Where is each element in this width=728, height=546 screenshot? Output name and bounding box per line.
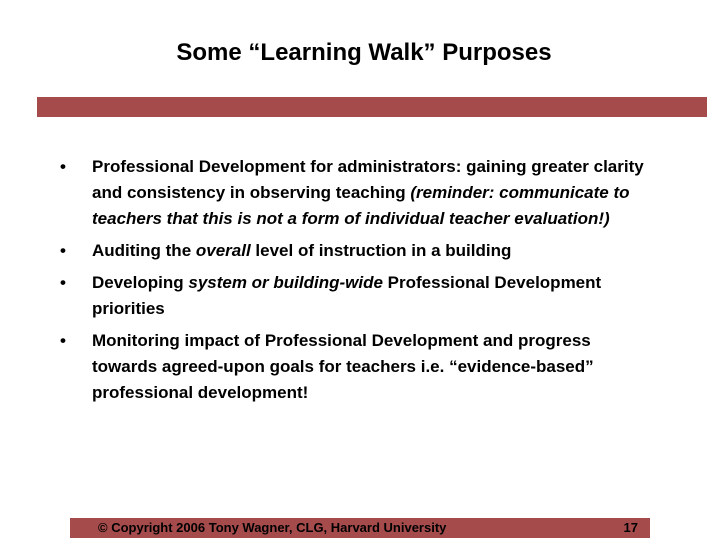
bullet-text: Professional Development priorities [92,273,602,318]
bullet-text: level of instruction in a building [250,241,512,260]
bullet-mark: • [60,241,66,260]
bullet-italic-text: system or building-wide [188,273,383,292]
bullet-italic-text: overall [195,241,251,260]
bullet-text: Monitoring impact of Professional Development and progress towards agreed-upon goals for teachers i.e. “evidence-based” professional development! [92,331,594,402]
bullet-mark: • [60,157,66,176]
page-number: 17 [623,520,638,535]
bullet-text: Developing [92,273,189,292]
bullet-mark: • [60,273,66,292]
copyright-text: © Copyright 2006 Tony Wagner, CLG, Harvard University [98,520,447,535]
bullet-text: Auditing the [92,241,196,260]
title-divider-bar [37,97,707,117]
bullet-list [60,154,660,412]
bullet-item-1 [60,154,660,232]
bullet-italic-text: (reminder: communicate to teachers that this is not a form of individual teacher evaluation!) [92,183,630,228]
bullet-text: Professional Development for administrators: gaining greater clarity and consistency in observing teaching [92,157,644,202]
bullet-mark: • [60,331,66,350]
bullet-item-3 [60,270,660,322]
bullet-item-4 [60,328,660,406]
bullet-item-2 [60,238,660,264]
footer-bar [70,518,650,538]
slide-title: Some “Learning Walk” Purposes [176,39,552,66]
